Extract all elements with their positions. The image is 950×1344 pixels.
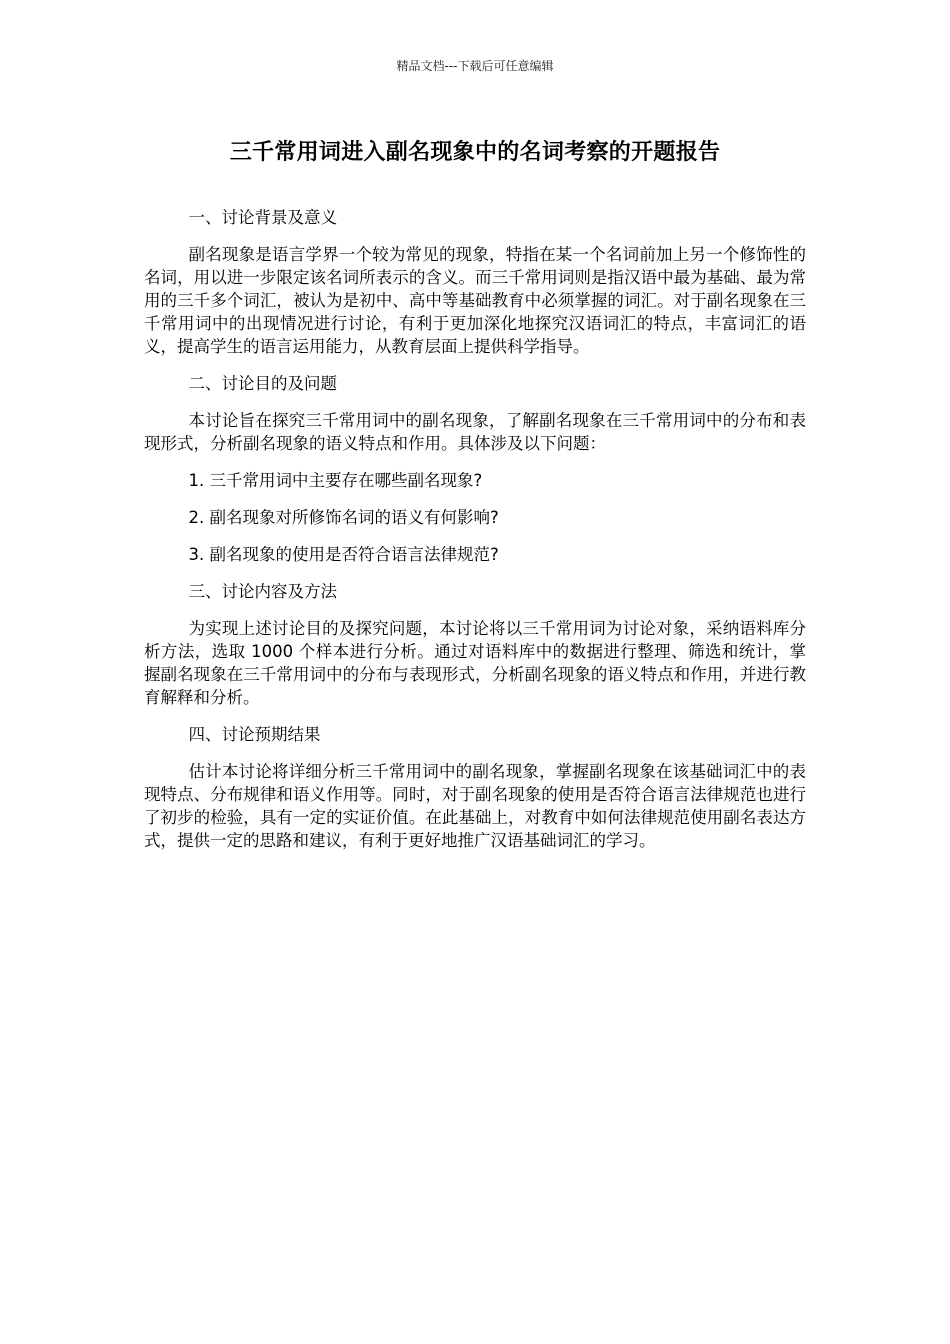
section-heading-results: 四、讨论预期结果 [188, 725, 321, 744]
paragraph-background: 副名现象是语言学界一个较为常见的现象，特指在某一个名词前加上另一个修饰性的名词，用以进一步限定该名词所表示的含义。而三千常用词则是指汉语中最为基础、最为常用的三千多个词汇，被认为是初中、高中等基础教育中必须掌握的词汇。对于副名现象在三千常用词中的出现情况进行讨论，有利于更加深化地探究汉语词汇的特点，丰富词汇的语义，提高学生的语言运用能力，从教育层面上提供科学指导。 [144, 245, 806, 356]
document-body [144, 206, 806, 866]
question-item-1: 1. 三千常用词中主要存在哪些副名现象? [188, 471, 483, 490]
question-item-3: 3. 副名现象的使用是否符合语言法律规范? [188, 545, 499, 564]
paragraph-method: 为实现上述讨论目的及探究问题，本讨论将以三千常用词为讨论对象，采纳语料库分析方法，选取 1000 个样本进行分析。通过对语料库中的数据进行整理、筛选和统计，掌握副名现象在三千常用词中的分布与表现形式，分析副名现象的语义特点和作用，并进行教育解释和分析。 [144, 619, 806, 707]
question-item-2: 2. 副名现象对所修饰名词的语义有何影响? [188, 508, 499, 527]
section-heading-purpose: 二、讨论目的及问题 [188, 374, 338, 393]
document-title: 三千常用词进入副名现象中的名词考察的开题报告 [229, 140, 721, 165]
page-header: 精品文档---下载后可任意编辑 [396, 59, 554, 73]
section-heading-method: 三、讨论内容及方法 [188, 582, 338, 601]
paragraph-results: 估计本讨论将详细分析三千常用词中的副名现象，掌握副名现象在该基础词汇中的表现特点、分布规律和语义作用等。同时，对于副名现象的使用是否符合语言法律规范也进行了初步的检验，具有一定的实证价值。在此基础上，对教育中如何法律规范使用副名表达方式，提供一定的思路和建议，有利于更好地推广汉语基础词汇的学习。 [144, 762, 806, 850]
paragraph-purpose: 本讨论旨在探究三千常用词中的副名现象，了解副名现象在三千常用词中的分布和表现形式，分析副名现象的语义特点和作用。具体涉及以下问题： [144, 411, 806, 453]
section-heading-background: 一、讨论背景及意义 [188, 208, 338, 227]
